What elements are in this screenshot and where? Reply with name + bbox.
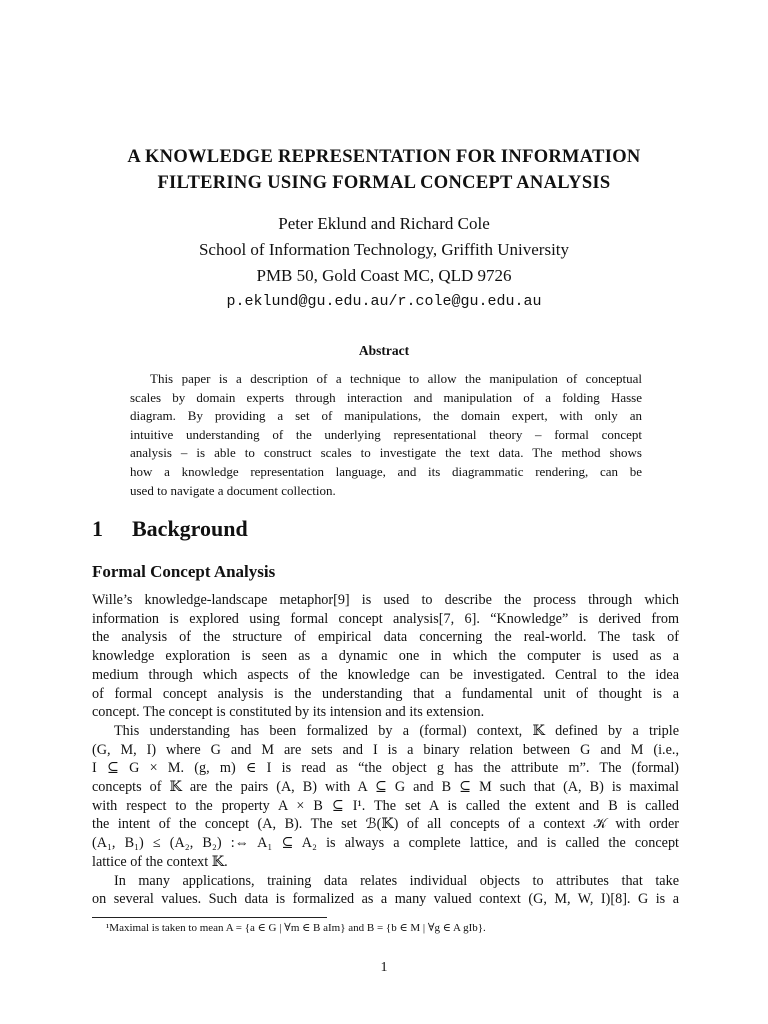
abstract-line: how a knowledge representation language, and its diagrammatic rendering, can be (130, 463, 642, 479)
abstract-line: diagram. By providing a set of manipulations, the domain expert, with only an (130, 408, 642, 424)
author-names: Peter Eklund and Richard Cole (278, 214, 490, 233)
section-heading (92, 516, 248, 542)
body-line: with respect to the property A × B ⊆ I¹. The set A is called the extent and B is called (92, 797, 679, 814)
body-line: I ⊆ G × M. (g, m) ∈ I is read as “the object g has the attribute m”. The (formal) (92, 760, 679, 777)
footnote-rule (92, 917, 327, 918)
abstract-line: scales by domain experts through interaction and manipulation of a folding Hasse (130, 389, 642, 405)
body-line: on several values. Such data is formalized as a many valued context (G, M, W, I)[8]. G is a (92, 891, 679, 908)
abstract-line: intuitive understanding of the underlying representational theory – formal concept (130, 426, 642, 442)
section-title: Background (132, 516, 248, 541)
footnote: ¹Maximal is taken to mean A = {a ∈ G | ∀m ∈ B aIm} and B = {b ∈ M | ∀g ∈ A gIb}. (106, 922, 486, 934)
abstract-text (130, 370, 642, 500)
author-email: p.eklund@gu.edu.au/r.cole@gu.edu.au (226, 293, 542, 310)
body-line: concept. The concept is constituted by its intension and its extension. (92, 704, 485, 721)
abstract-line: used to navigate a document collection. (130, 482, 336, 498)
title-line-2: FILTERING USING FORMAL CONCEPT ANALYSIS (157, 173, 611, 193)
body-line: of formal concept analysis is the understanding that a fundamental unit of thought is a (92, 685, 679, 702)
page-number: 1 (380, 960, 388, 975)
body-line: (A₁, B₁) ≤ (A₂, B₂) :⇔ A₁ ⊆ A₂ is always a complete lattice, and is called the concept (92, 835, 679, 852)
body-line: medium through which aspects of the knowledge can be investigated. Central to the idea (92, 666, 679, 683)
paper-title (60, 144, 708, 196)
author-affiliation: School of Information Technology, Griffith University (198, 240, 570, 259)
section-number: 1 (92, 516, 103, 541)
abstract-line: analysis – is able to construct scales to investigate the text data. The method shows (130, 445, 642, 461)
author-address: PMB 50, Gold Coast MC, QLD 9726 (256, 266, 512, 285)
subsection-heading: Formal Concept Analysis (92, 562, 276, 581)
author-block (60, 211, 708, 315)
abstract-line: This paper is a description of a technique to allow the manipulation of conceptual (150, 371, 642, 386)
body-line: information is explored using formal concept analysis[7, 6]. “Knowledge” is derived from (92, 610, 679, 627)
body-line: Wille’s knowledge-landscape metaphor[9] is used to describe the process through which (92, 592, 679, 608)
body-line: knowledge exploration is seen as a dynamic one in which the computer is used as a (92, 648, 679, 665)
body-line: the analysis of the structure of empirical data concerning the real-world. The task of (92, 629, 679, 646)
body-line: (G, M, I) where G and M are sets and I is a binary relation between G and M (i.e., (92, 741, 679, 758)
body-line: This understanding has been formalized by a (formal) context, 𝕂 defined by a triple (114, 722, 679, 739)
title-line-1: A KNOWLEDGE REPRESENTATION FOR INFORMATION (127, 147, 641, 167)
body-text (92, 591, 679, 909)
abstract-heading: Abstract (358, 343, 410, 358)
body-line: In many applications, training data relates individual objects to attributes that take (114, 872, 679, 889)
body-line: concepts of 𝕂 are the pairs (A, B) with A ⊆ G and B ⊆ M such that (A, B) is maximal (92, 779, 679, 796)
body-line: lattice of the context 𝕂. (92, 853, 228, 870)
body-line: the intent of the concept (A, B). The set ℬ(𝕂) of all concepts of a context 𝒦 with order (92, 816, 679, 833)
